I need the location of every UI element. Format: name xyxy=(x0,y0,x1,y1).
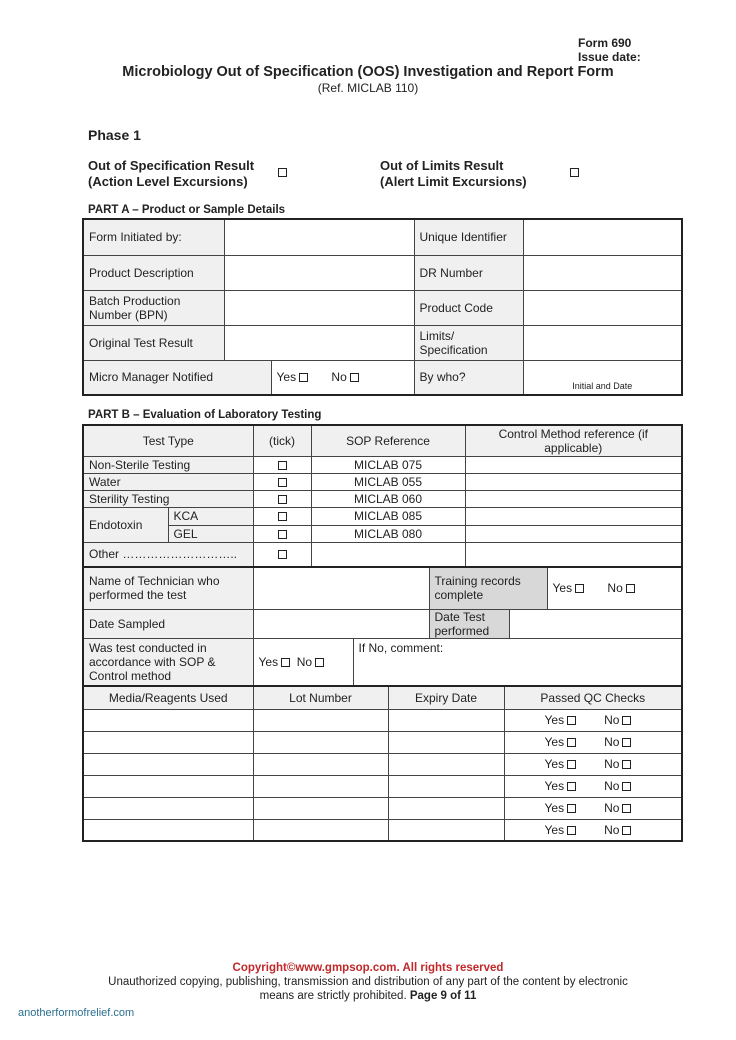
page-title: Microbiology Out of Specification (OOS) Investigation and Report Form xyxy=(122,64,614,80)
media-field[interactable] xyxy=(83,775,253,797)
oos-label: Out of Specification Result (Action Level Excursions) xyxy=(88,158,255,189)
initial-date-field[interactable]: Initial and Date xyxy=(523,360,682,395)
expiry-field[interactable] xyxy=(388,797,504,819)
by-who-label: By who? xyxy=(414,360,523,395)
lot-field[interactable] xyxy=(253,709,388,731)
date-sampled-field[interactable] xyxy=(253,609,429,638)
qc-yes-no[interactable]: Yes No xyxy=(504,819,682,841)
product-desc-field[interactable] xyxy=(224,255,414,290)
watermark: anotherformofrelief.com xyxy=(18,1007,135,1019)
no-checkbox[interactable] xyxy=(622,760,631,769)
qc-yes-no[interactable]: Yes No xyxy=(504,775,682,797)
no-checkbox[interactable] xyxy=(350,373,359,382)
unique-id-label: Unique Identifier xyxy=(414,219,523,255)
technician-label: Name of Technician who performed the test xyxy=(83,567,253,609)
no-checkbox[interactable] xyxy=(622,782,631,791)
header-control: Control Method reference (if applicable) xyxy=(465,425,682,456)
qc-yes-no[interactable]: Yes No xyxy=(504,709,682,731)
product-code-label: Product Code xyxy=(414,290,523,325)
issue-date: Issue date: xyxy=(578,50,641,64)
date-sampled-label: Date Sampled xyxy=(83,609,253,638)
ool-checkbox[interactable] xyxy=(570,168,579,177)
header-sop: SOP Reference xyxy=(311,425,465,456)
no-checkbox[interactable] xyxy=(622,738,631,747)
sop-ref: MICLAB 085 xyxy=(311,507,465,525)
tick-checkbox[interactable] xyxy=(278,495,287,504)
comment-field[interactable]: If No, comment: xyxy=(353,638,682,687)
form-number: Form 690 xyxy=(578,36,632,50)
lot-field[interactable] xyxy=(253,797,388,819)
test-type-table xyxy=(82,424,683,568)
phase-heading: Phase 1 xyxy=(88,127,141,143)
ool-label: Out of Limits Result (Alert Limit Excursions) xyxy=(380,158,527,189)
endotoxin-label: Endotoxin xyxy=(83,507,168,542)
yes-checkbox[interactable] xyxy=(299,373,308,382)
yes-checkbox[interactable] xyxy=(567,804,576,813)
yes-checkbox[interactable] xyxy=(567,738,576,747)
sop-field[interactable] xyxy=(311,542,465,567)
technician-field[interactable] xyxy=(253,567,429,609)
bpn-label: Batch Production Number (BPN) xyxy=(83,290,224,325)
yes-checkbox[interactable] xyxy=(281,658,290,667)
lot-field[interactable] xyxy=(253,775,388,797)
media-field[interactable] xyxy=(83,819,253,841)
technician-table xyxy=(82,566,683,688)
media-row xyxy=(83,819,682,841)
no-checkbox[interactable] xyxy=(315,658,324,667)
sop-ref: MICLAB 060 xyxy=(311,490,465,507)
product-code-field[interactable] xyxy=(523,290,682,325)
media-row xyxy=(83,775,682,797)
media-field[interactable] xyxy=(83,731,253,753)
notice-line2: means are strictly prohibited. Page 9 of 11 xyxy=(259,990,477,1002)
yes-checkbox[interactable] xyxy=(567,826,576,835)
limits-field[interactable] xyxy=(523,325,682,360)
expiry-field[interactable] xyxy=(388,709,504,731)
header-media: Media/Reagents Used xyxy=(83,686,253,709)
test-name: Water xyxy=(83,473,253,490)
header-test-type: Test Type xyxy=(83,425,253,456)
header-expiry: Expiry Date xyxy=(388,686,504,709)
test-name: Sterility Testing xyxy=(83,490,253,507)
other-label: Other ……………………….. xyxy=(83,542,253,567)
page-number: Page 9 of 11 xyxy=(409,990,477,1002)
dr-number-label: DR Number xyxy=(414,255,523,290)
test-name: Non-Sterile Testing xyxy=(83,456,253,473)
media-table xyxy=(82,685,683,842)
part-a-table xyxy=(82,218,683,396)
control-field[interactable] xyxy=(465,456,682,473)
notice: Unauthorized copying, publishing, transmission and distribution of any part of the content by electronic xyxy=(108,976,628,988)
date-test-field[interactable] xyxy=(509,609,682,638)
kca-label: KCA xyxy=(168,507,253,525)
tick-checkbox[interactable] xyxy=(278,512,287,521)
tick-checkbox[interactable] xyxy=(278,550,287,559)
conducted-yes-no[interactable]: Yes No xyxy=(253,638,353,687)
no-checkbox[interactable] xyxy=(622,716,631,725)
media-row xyxy=(83,753,682,775)
bpn-field[interactable] xyxy=(224,290,414,325)
media-row xyxy=(83,731,682,753)
tick-checkbox[interactable] xyxy=(278,461,287,470)
sop-ref: MICLAB 075 xyxy=(311,456,465,473)
lot-field[interactable] xyxy=(253,819,388,841)
qc-yes-no[interactable]: Yes No xyxy=(504,731,682,753)
reference: (Ref. MICLAB 110) xyxy=(317,81,419,95)
training-yes-no[interactable]: Yes No xyxy=(547,567,682,609)
form-initiated-label: Form Initiated by: xyxy=(83,219,224,255)
yes-checkbox[interactable] xyxy=(575,584,584,593)
micro-manager-yes-no[interactable]: Yes No xyxy=(271,360,414,395)
original-result-field[interactable] xyxy=(224,325,414,360)
qc-yes-no[interactable]: Yes No xyxy=(504,753,682,775)
date-test-label: Date Test performed xyxy=(429,609,509,638)
media-field[interactable] xyxy=(83,797,253,819)
qc-yes-no[interactable]: Yes No xyxy=(504,797,682,819)
training-label: Training records complete xyxy=(429,567,547,609)
header-qc: Passed QC Checks xyxy=(504,686,682,709)
yes-checkbox[interactable] xyxy=(567,716,576,725)
sop-ref: MICLAB 080 xyxy=(311,525,465,542)
unique-id-field[interactable] xyxy=(523,219,682,255)
sop-ref: MICLAB 055 xyxy=(311,473,465,490)
conducted-label: Was test conducted in accordance with SOP & Control method xyxy=(83,638,253,687)
expiry-field[interactable] xyxy=(388,731,504,753)
copyright: Copyright©www.gmpsop.com. All rights reserved xyxy=(232,962,504,974)
control-field[interactable] xyxy=(465,507,682,525)
micro-manager-label: Micro Manager Notified xyxy=(83,360,271,395)
no-checkbox[interactable] xyxy=(626,584,635,593)
limits-label: Limits/ Specification xyxy=(414,325,523,360)
tick-checkbox[interactable] xyxy=(278,530,287,539)
tick-checkbox[interactable] xyxy=(278,478,287,487)
gel-label: GEL xyxy=(168,525,253,542)
product-desc-label: Product Description xyxy=(83,255,224,290)
control-field[interactable] xyxy=(465,525,682,542)
control-field[interactable] xyxy=(465,542,682,567)
part-b-title: PART B – Evaluation of Laboratory Testing xyxy=(88,409,322,421)
form-initiated-field[interactable] xyxy=(224,219,414,255)
original-result-label: Original Test Result xyxy=(83,325,224,360)
media-field[interactable] xyxy=(83,753,253,775)
yes-checkbox[interactable] xyxy=(567,760,576,769)
dr-number-field[interactable] xyxy=(523,255,682,290)
expiry-field[interactable] xyxy=(388,775,504,797)
expiry-field[interactable] xyxy=(388,819,504,841)
header-tick: (tick) xyxy=(253,425,311,456)
no-checkbox[interactable] xyxy=(622,804,631,813)
lot-field[interactable] xyxy=(253,731,388,753)
no-checkbox[interactable] xyxy=(622,826,631,835)
control-field[interactable] xyxy=(465,473,682,490)
part-a-title: PART A – Product or Sample Details xyxy=(88,204,286,216)
expiry-field[interactable] xyxy=(388,753,504,775)
media-field[interactable] xyxy=(83,709,253,731)
media-row xyxy=(83,797,682,819)
control-field[interactable] xyxy=(465,490,682,507)
oos-checkbox[interactable] xyxy=(278,168,287,177)
yes-checkbox[interactable] xyxy=(567,782,576,791)
lot-field[interactable] xyxy=(253,753,388,775)
header-lot: Lot Number xyxy=(253,686,388,709)
media-row xyxy=(83,709,682,731)
